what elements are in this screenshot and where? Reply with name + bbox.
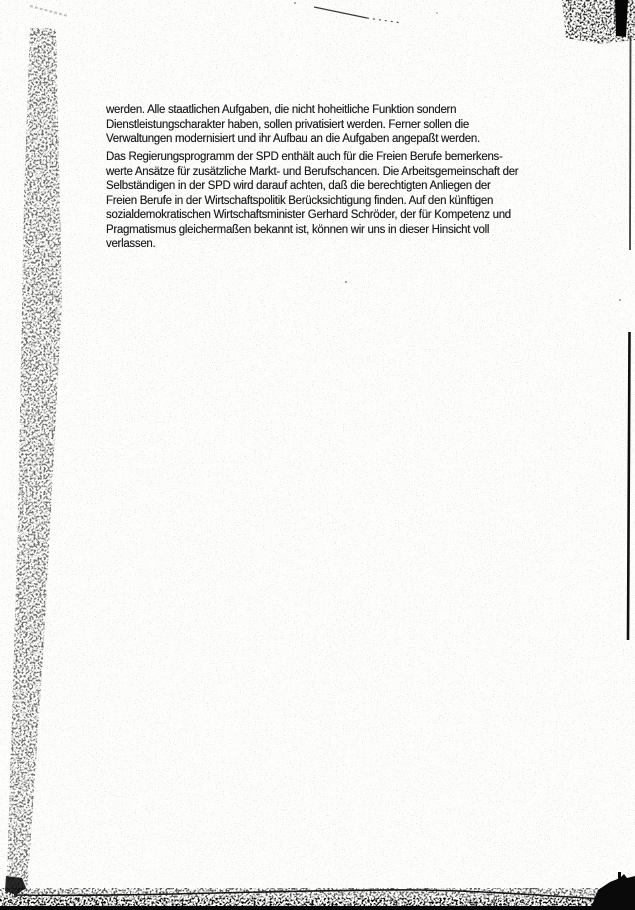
dust-dot [294, 2, 296, 4]
bottom-black-strip [0, 906, 635, 910]
text-line: Pragmatismus gleichermaßen bekannt ist, können wir uns in dieser Hinsicht voll [106, 223, 490, 236]
paragraph-1 [106, 103, 576, 147]
body-text [106, 103, 576, 252]
bottom-right-corner-blob [590, 874, 635, 910]
bottom-left-blob [5, 876, 26, 895]
left-edge-noise-band [6, 28, 62, 910]
top-diagonal-hairline [314, 7, 367, 18]
text-line: verlassen. [106, 238, 156, 250]
top-right-black-bar [615, 0, 628, 37]
text-line: Verwaltungen modernisiert und ihr Aufbau an die Aufgaben angepaßt werden. [106, 133, 480, 145]
top-right-corner-noise [562, 0, 635, 44]
top-left-smear [30, 6, 68, 16]
text-line: sozialdemokratischen Wirtschaftsminister Gerhard Schröder, der für Kompetenz und [106, 209, 511, 221]
bottom-right-blob-spike [618, 872, 621, 880]
text-line: Das Regierungsprogramm der SPD enthält auch für die Freien Berufe bemerkens- [106, 151, 503, 163]
dust-dot [436, 12, 438, 14]
dust-dot [345, 281, 347, 283]
bottom-scan-band-noise [0, 888, 635, 907]
bottom-edge-curve-line [14, 890, 600, 899]
paragraph-2 [106, 150, 576, 252]
right-edge-line-lower [628, 332, 630, 640]
text-line: werden. Alle staatlichen Aufgaben, die nicht hoheitliche Funktion sondern [106, 104, 457, 116]
text-line: Freien Berufe in der Wirtschaftspolitik Berücksichtigung finden. Auf den künftigen [106, 194, 494, 207]
bottom-scan-band-noise-dark [0, 898, 635, 907]
right-edge-line-upper [630, 36, 631, 250]
text-line: Selbständigen in der SPD wird darauf achten, daß die berechtigten Anliegen der [106, 180, 491, 192]
text-line: werte Ansätze für zusätzliche Markt- und Berufschancen. Die Arbeitsgemeinschaft der [106, 165, 519, 178]
text-line: Dienstleistungscharakter haben, sollen privatisiert werden. Ferner sollen die [106, 118, 469, 131]
top-diagonal-hairline-dots [367, 18, 402, 23]
dust-dot [619, 299, 621, 301]
